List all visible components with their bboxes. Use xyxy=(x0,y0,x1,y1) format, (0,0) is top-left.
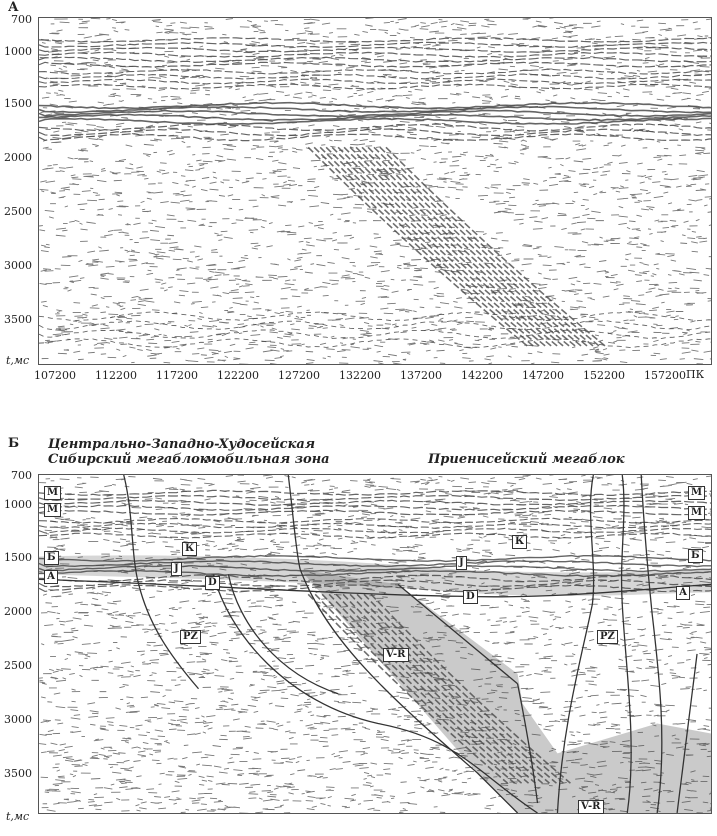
panel-a-seismic-section xyxy=(38,17,712,365)
panel-b-y-tick: 700 xyxy=(11,469,32,482)
header-prieniseysky-megablock: Приенисейский мегаблок xyxy=(428,452,625,467)
panel-b-y-tick: 1500 xyxy=(4,551,32,564)
panel-b-y-tick: 1000 xyxy=(4,498,32,511)
panel-b-seismic-image xyxy=(39,475,711,813)
unit-vr-1: V-R xyxy=(383,648,409,662)
header-mid-line2: мобильная зона xyxy=(204,452,330,467)
horizon-m-left-2: M xyxy=(44,503,61,517)
panel-a-x-tick: 152200 xyxy=(583,369,625,382)
horizon-m-right-2: M xyxy=(688,506,705,520)
header-central-west-siberian xyxy=(48,437,219,467)
panel-a-x-tick: 107200 xyxy=(34,369,76,382)
panel-a-y-tick: 700 xyxy=(11,13,32,26)
header-mid-line1: Худосейская xyxy=(218,437,316,452)
horizon-m-left-1: M xyxy=(44,486,61,500)
panel-a-seismic-image xyxy=(39,18,711,364)
horizon-j-1: J xyxy=(171,562,182,576)
header-khudoseyskaya-zone xyxy=(204,437,330,467)
panel-a-y-tick: 2500 xyxy=(4,205,32,218)
panel-b-interpreted-section xyxy=(38,474,712,814)
horizon-k-2: К xyxy=(512,535,527,549)
horizon-j-2: J xyxy=(456,556,467,570)
panel-a-x-unit: ПК xyxy=(686,368,705,381)
panel-a-letter: А xyxy=(8,0,19,15)
horizon-k-1: К xyxy=(182,542,197,556)
panel-b-letter: Б xyxy=(8,436,20,451)
horizon-a-left: А xyxy=(44,570,58,584)
panel-a-x-tick: 117200 xyxy=(156,369,198,382)
panel-b-y-tick: 3500 xyxy=(4,767,32,780)
horizon-d-2: D xyxy=(463,590,478,604)
panel-a-y-tick: 3500 xyxy=(4,313,32,326)
panel-a-x-tick: 132200 xyxy=(339,369,381,382)
panel-a-y-tick: 3000 xyxy=(4,259,32,272)
panel-a-x-tick: 112200 xyxy=(95,369,137,382)
header-left-line1: Центрально-Западно- xyxy=(48,437,220,452)
panel-a-x-tick: 157200 xyxy=(644,369,686,382)
horizon-a-right: А xyxy=(676,586,690,600)
unit-pz-2: PZ xyxy=(597,630,618,644)
header-left-line2: Сибирский мегаблок xyxy=(48,452,209,467)
panel-a-x-tick: 137200 xyxy=(400,369,442,382)
unit-pz-1: PZ xyxy=(180,630,201,644)
horizon-d-1: D xyxy=(205,576,220,590)
horizon-b-right: Б xyxy=(688,549,703,563)
panel-b-y-unit: t,мс xyxy=(6,810,30,823)
panel-a-y-tick: 1500 xyxy=(4,97,32,110)
panel-b-y-tick: 2500 xyxy=(4,659,32,672)
unit-vr-2: V-R xyxy=(578,800,604,814)
panel-b-y-tick: 3000 xyxy=(4,713,32,726)
panel-a-noise xyxy=(39,18,711,364)
panel-a-y-tick: 1000 xyxy=(4,45,32,58)
panel-a-x-tick: 142200 xyxy=(461,369,503,382)
panel-a-x-tick: 147200 xyxy=(522,369,564,382)
panel-a-y-tick: 2000 xyxy=(4,151,32,164)
panel-b-y-tick: 2000 xyxy=(4,605,32,618)
horizon-b-left: Б xyxy=(44,551,59,565)
panel-a-x-tick: 122200 xyxy=(217,369,259,382)
panel-a-x-tick: 127200 xyxy=(278,369,320,382)
horizon-m-right-1: M xyxy=(688,486,705,500)
panel-a-y-unit: t,мс xyxy=(6,354,30,367)
